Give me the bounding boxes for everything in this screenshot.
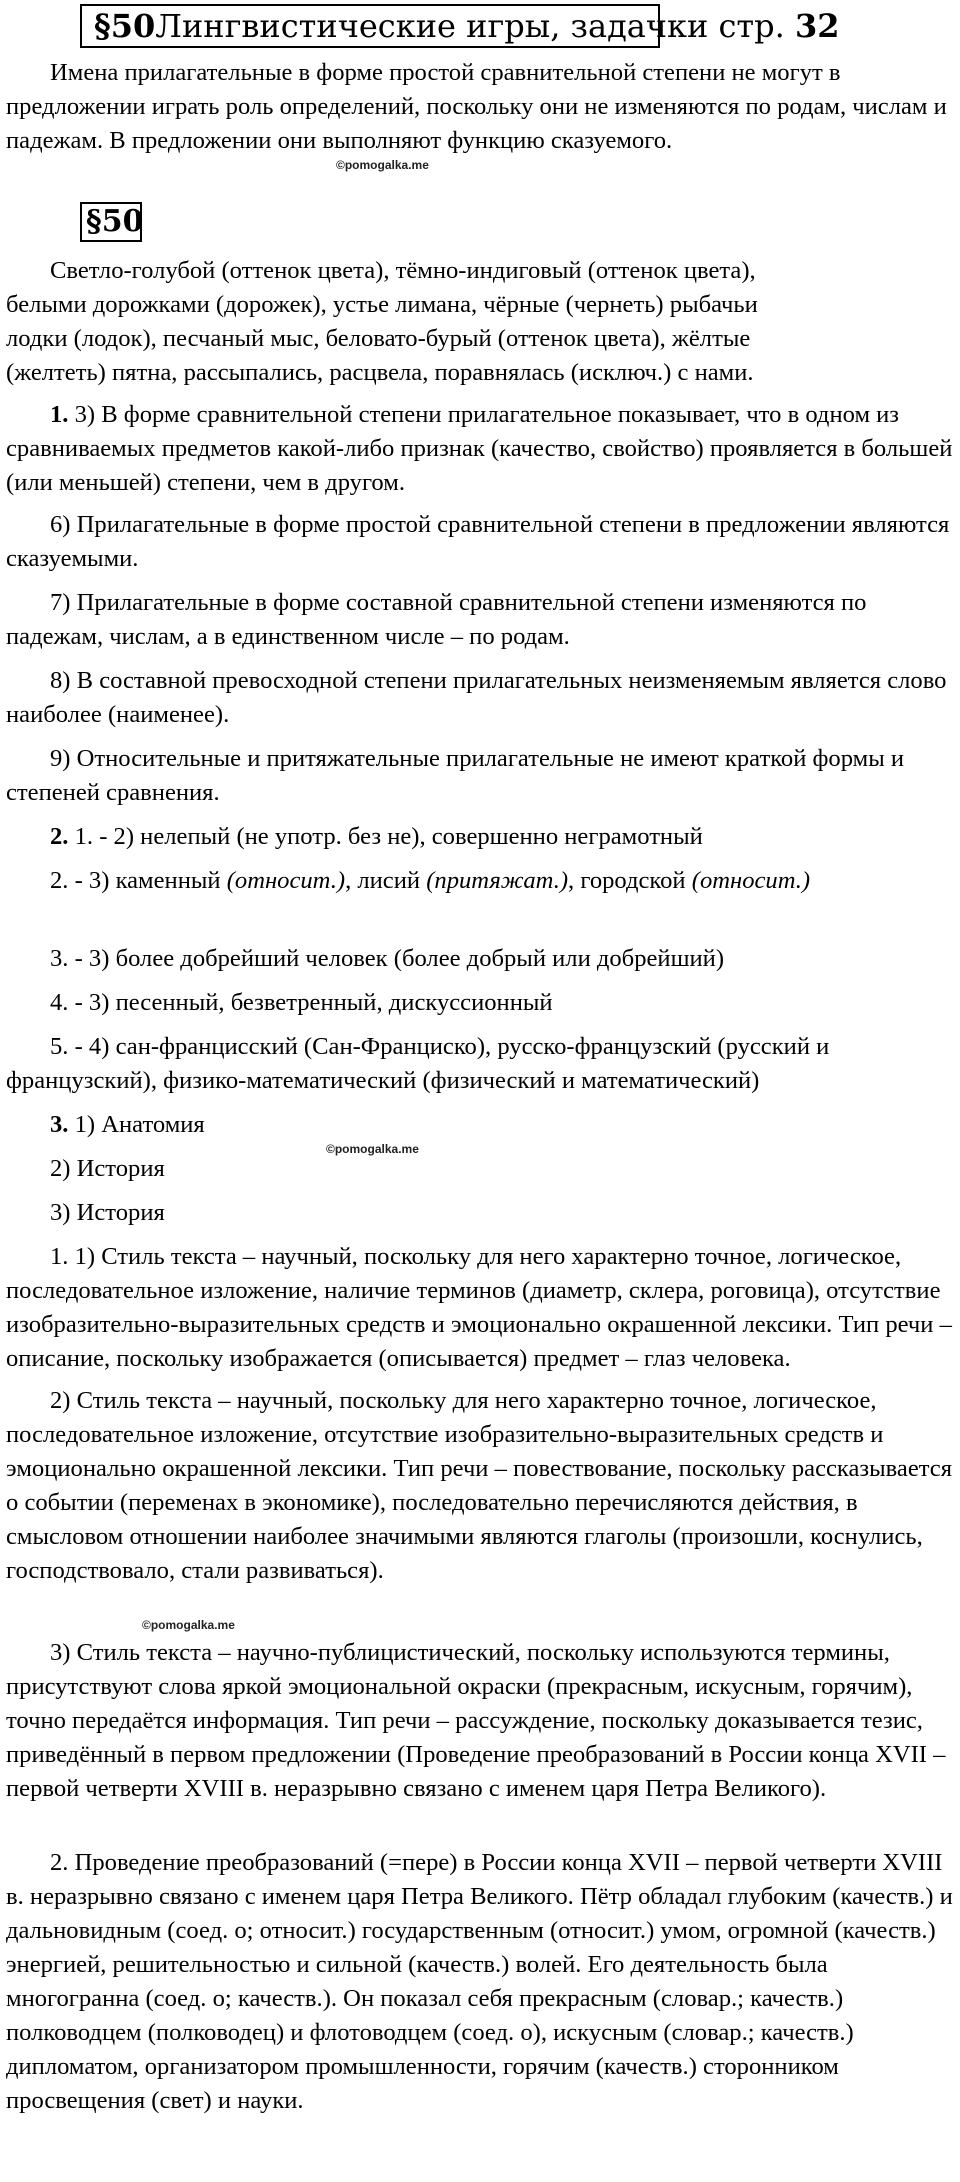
task3-item-2: 2) История: [50, 1155, 165, 1182]
task2-l2-note: (притяжат.): [426, 867, 569, 894]
task2-line-1-text: 1. - 2) нелепый (не употр. без не), совершенно неграмотный: [74, 823, 703, 850]
header-title: Лингвистические игры, задачки стр.: [155, 7, 785, 45]
task2-l2-word: 2. - 3) каменный: [50, 867, 221, 894]
style-analysis-1: 1. 1) Стиль текста – научный, поскольку для него характерно точное, логическое, последовательное изложение, наличие терминов (диаметр, склера, роговица), отсутствие изобразительно-выразительных средств и эмоционально окрашенной лексики. Тип речи – описание, поскольку изображается (описывается) предмет – глаз человека.: [6, 1243, 952, 1372]
task3-item-3: 3) История: [50, 1199, 165, 1226]
task2-l2-word: , городской: [568, 867, 686, 894]
task2-line-4: 4. - 3) песенный, безветренный, дискуссионный: [50, 989, 553, 1016]
task3-number: 3.: [50, 1111, 69, 1138]
task1-item: 6) Прилагательные в форме простой сравнительной степени в предложении являются сказуемыми.: [6, 511, 950, 572]
task2-line-2: [6, 864, 954, 898]
watermark: ©pomogalka.me: [142, 1618, 235, 1632]
task1-number: 1.: [50, 401, 69, 428]
intro-paragraph: Имена прилагательные в форме простой сравнительной степени не могут в предложении играть роль определений, поскольку они не изменяются по родам, числам и падежам. В предложении они выполняют функцию сказуемого.: [6, 59, 947, 154]
task2-number: 2.: [50, 823, 69, 850]
task3-item-1: [6, 1108, 954, 1142]
style-analysis-4: 2. Проведение преобразований (=пере) в России конца XVII – первой четверти XVIII в. неразрывно связано с именем царя Петра Великого. Пётр обладал глубоким (качеств.) и дальновидным (соед. о; относит.) государственным (относит.) умом, огромной (качеств.) энергией, решительностью и сильной (качеств.) волей. Его деятельность была многогранна (соед. о; качеств.). Он показал себя прекрасным (словар.; качеств.) полководцем (полководец) и флотоводцем (соед. о), искусным (словар.; качеств.) дипломатом, организатором промышленности, горячим (качеств.) сторонником просвещения (свет) и науки.: [6, 1849, 953, 2114]
section-header: [80, 4, 840, 48]
task3-item-text: 1) Анатомия: [74, 1111, 205, 1138]
words-paragraph: [6, 254, 954, 390]
section-box: §50: [80, 202, 142, 242]
header-page-number: 32: [794, 7, 840, 45]
style-analysis-3: 3) Стиль текста – научно-публицистический, поскольку используются термины, присутствуют слова яркой эмоциональной окраски (прекрасным, искусным, горячим), точно передаётся информация. Тип речи – рассуждение, поскольку доказывается тезис, приведённый в первом предложении (Проведение преобразований в России конца XVII – первой четверти XVIII в. неразрывно связано с именем царя Петра Великого).: [6, 1639, 946, 1802]
task2-line-3: 3. - 3) более добрейший человек (более добрый или добрейший): [50, 945, 725, 972]
task1-item: 9) Относительные и притяжательные прилагательные не имеют краткой формы и степеней сравнения.: [6, 745, 905, 806]
words-line-3: лодки (лодок), песчаный мыс, беловато-бурый (оттенок цвета), жёлтые: [6, 325, 751, 352]
words-line-2: белыми дорожками (дорожек), устье лимана, чёрные (чернеть) рыбачьи: [6, 291, 758, 318]
task2-l2-note: (относит.): [691, 867, 811, 894]
task1-text: 3) В форме сравнительной степени прилагательное показывает, что в одном из сравниваемых предметов какой-либо признак (качество, свойство) проявляется в большей (или меньшей) степени, чем в другом.: [6, 401, 953, 496]
header-section-number: §50: [94, 7, 156, 45]
style-analysis-2: 2) Стиль текста – научный, поскольку для него характерно точное, логическое, последовательное изложение, отсутствие изобразительно-выразительных средств и эмоционально окрашенной лексики. Тип речи – повествование, поскольку рассказывается о событии (переменах в экономике), последовательно перечисляются действия, в смысловом отношении наиболее значимыми являются глаголы (произошли, коснулись, господствовало, стали развиваться).: [6, 1387, 953, 1584]
task1-item: 7) Прилагательные в форме составной сравнительной степени изменяются по падежам, числам, а в единственном числе – по родам.: [6, 589, 867, 650]
watermark: ©pomogalka.me: [326, 1142, 419, 1156]
words-line-1: Светло-голубой (оттенок цвета), тёмно-индиговый (оттенок цвета),: [50, 257, 756, 284]
words-line-4: (желтеть) пятна, рассыпались, расцвела, поравнялась (исключ.) с нами.: [6, 359, 754, 386]
task2-l2-word: , лисий: [345, 867, 421, 894]
task2-line-5: 5. - 4) сан-францисский (Сан-Франциско), русско-французский (русский и французский), физико-математический (физический и математический): [6, 1033, 830, 1094]
watermark: ©pomogalka.me: [336, 158, 429, 172]
task2-line-1: [6, 820, 954, 854]
task2-l2-note: (относит.): [226, 867, 346, 894]
task1-item: 8) В составной превосходной степени прилагательных неизменяемым является слово наиболее (наименее).: [6, 667, 947, 728]
task1-item: [6, 398, 954, 500]
